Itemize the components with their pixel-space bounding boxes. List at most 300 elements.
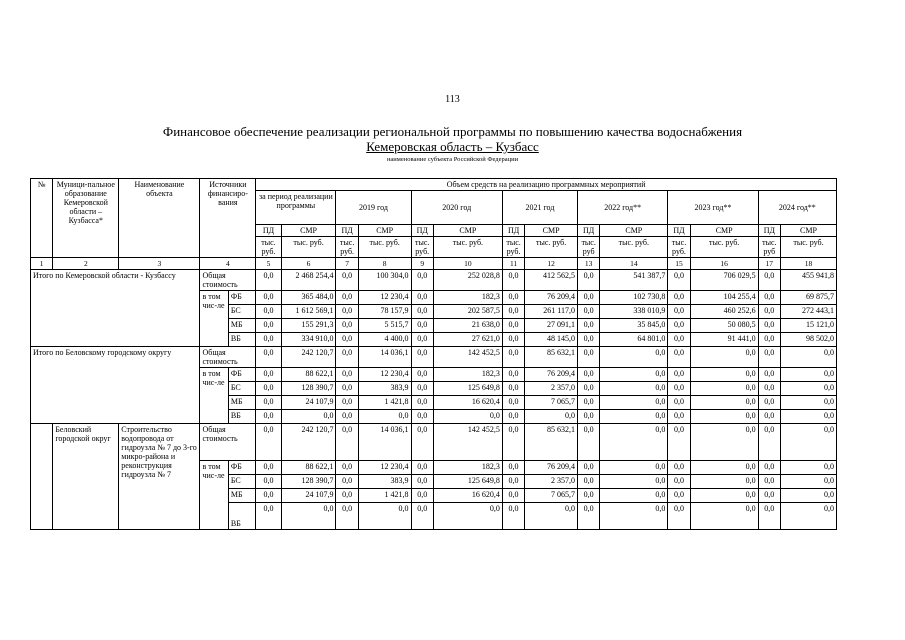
value-cell: 0,0	[577, 461, 599, 475]
value-cell: 0,0	[502, 382, 524, 396]
source-vb-label: ВБ	[228, 333, 255, 347]
value-cell: 0,0	[411, 305, 433, 319]
value-cell: 0,0	[336, 333, 358, 347]
value-cell: 0,0	[577, 424, 599, 461]
source-incl-label: в том чис-ле	[200, 461, 228, 530]
header-unit-pd: тыс. руб.	[411, 237, 433, 258]
value-cell: 0,0	[336, 410, 358, 424]
value-cell: 0,0	[411, 424, 433, 461]
value-cell: 0,0	[502, 461, 524, 475]
header-smr: СМР	[525, 225, 578, 237]
header-smr: СМР	[780, 225, 836, 237]
object-cell: Строительство водопровода от гидроузла № 7 до 3-го микро-района и реконструкция гидроузла № 7	[119, 424, 200, 530]
source-incl-label: в том чис-ле	[200, 368, 228, 424]
column-number-cell: 2	[53, 258, 119, 270]
value-cell: 0,0	[690, 503, 758, 530]
value-cell: 0,0	[780, 347, 836, 368]
header-row-1	[31, 179, 837, 191]
header-unit-pd: тыс. руб.	[502, 237, 524, 258]
column-number-cell: 8	[358, 258, 411, 270]
value-cell: 252 028,8	[433, 270, 502, 291]
value-cell: 242 120,7	[281, 424, 336, 461]
source-bs-label: БС	[228, 305, 255, 319]
value-cell: 0,0	[411, 291, 433, 305]
value-cell: 0,0	[411, 461, 433, 475]
value-cell: 0,0	[668, 489, 690, 503]
value-cell: 0,0	[577, 270, 599, 291]
value-cell: 0,0	[336, 347, 358, 368]
header-unit-smr: тыс. руб.	[690, 237, 758, 258]
value-cell: 0,0	[411, 410, 433, 424]
value-cell: 0,0	[256, 347, 281, 368]
value-cell: 0,0	[411, 503, 433, 530]
source-total-label: Общая стоимость	[200, 424, 256, 461]
header-object: Наименование объекта	[119, 179, 200, 258]
header-unit-pd: тыс. руб.	[256, 237, 281, 258]
value-cell: 0,0	[758, 424, 780, 461]
value-cell: 0,0	[780, 410, 836, 424]
column-number-cell: 7	[336, 258, 358, 270]
value-cell: 64 801,0	[600, 333, 668, 347]
value-cell: 0,0	[758, 291, 780, 305]
value-cell: 0,0	[690, 424, 758, 461]
value-cell: 0,0	[668, 347, 690, 368]
value-cell: 0,0	[600, 424, 668, 461]
value-cell: 0,0	[502, 333, 524, 347]
header-unit-pd: тыс. руб	[758, 237, 780, 258]
value-cell: 0,0	[336, 489, 358, 503]
value-cell: 0,0	[256, 382, 281, 396]
value-cell: 706 029,5	[690, 270, 758, 291]
value-cell: 0,0	[577, 503, 599, 530]
value-cell: 0,0	[256, 503, 281, 530]
header-unit-smr: тыс. руб.	[358, 237, 411, 258]
value-cell: 0,0	[358, 410, 411, 424]
value-cell: 7 065,7	[525, 396, 578, 410]
value-cell: 0,0	[525, 410, 578, 424]
value-cell: 0,0	[690, 475, 758, 489]
value-cell: 24 107,9	[281, 396, 336, 410]
value-cell: 182,3	[433, 291, 502, 305]
column-number-cell: 14	[600, 258, 668, 270]
value-cell: 0,0	[336, 396, 358, 410]
value-cell: 104 255,4	[690, 291, 758, 305]
header-pd: ПД	[668, 225, 690, 237]
header-smr: СМР	[358, 225, 411, 237]
value-cell: 0,0	[780, 461, 836, 475]
subject-name: Кемеровская область – Кузбасс	[366, 139, 539, 154]
value-cell: 0,0	[600, 382, 668, 396]
value-cell: 1 612 569,1	[281, 305, 336, 319]
value-cell: 0,0	[758, 461, 780, 475]
column-number-cell: 10	[433, 258, 502, 270]
value-cell: 242 120,7	[281, 347, 336, 368]
value-cell: 0,0	[600, 347, 668, 368]
column-number-cell: 9	[411, 258, 433, 270]
source-mb-label: МБ	[228, 396, 255, 410]
value-cell: 16 620,4	[433, 396, 502, 410]
value-cell: 0,0	[577, 305, 599, 319]
value-cell: 365 484,0	[281, 291, 336, 305]
value-cell: 0,0	[281, 410, 336, 424]
value-cell: 27 091,1	[525, 319, 578, 333]
value-cell: 0,0	[502, 396, 524, 410]
value-cell: 0,0	[336, 461, 358, 475]
value-cell: 0,0	[502, 368, 524, 382]
value-cell: 69 875,7	[780, 291, 836, 305]
value-cell: 0,0	[758, 319, 780, 333]
column-number-cell: 3	[119, 258, 200, 270]
source-fb-label: ФБ	[228, 291, 255, 305]
value-cell: 0,0	[577, 489, 599, 503]
table-row	[31, 347, 837, 368]
value-cell: 0,0	[758, 475, 780, 489]
value-cell: 383,9	[358, 475, 411, 489]
value-cell: 0,0	[577, 382, 599, 396]
value-cell: 338 010,9	[600, 305, 668, 319]
value-cell: 85 632,1	[525, 347, 578, 368]
value-cell: 88 622,1	[281, 368, 336, 382]
value-cell: 0,0	[336, 382, 358, 396]
value-cell: 0,0	[256, 333, 281, 347]
value-cell: 0,0	[668, 396, 690, 410]
column-number-cell: 1	[31, 258, 53, 270]
header-pd: ПД	[577, 225, 599, 237]
value-cell: 0,0	[758, 503, 780, 530]
value-cell: 14 036,1	[358, 424, 411, 461]
value-cell: 0,0	[690, 368, 758, 382]
column-numbers-row	[31, 258, 837, 270]
header-smr: СМР	[600, 225, 668, 237]
group-title: Итого по Кемеровской области - Кузбассу	[31, 270, 200, 347]
value-cell: 0,0	[411, 333, 433, 347]
value-cell: 0,0	[525, 503, 578, 530]
value-cell: 0,0	[780, 489, 836, 503]
value-cell: 7 065,7	[525, 489, 578, 503]
value-cell: 0,0	[577, 475, 599, 489]
subject-note: наименование субъекта Российской Федерации	[386, 156, 519, 163]
header-unit-pd: тыс. руб.	[336, 237, 358, 258]
value-cell: 12 230,4	[358, 461, 411, 475]
financing-table	[30, 178, 837, 530]
value-cell: 0,0	[668, 270, 690, 291]
value-cell: 12 230,4	[358, 368, 411, 382]
value-cell: 541 387,7	[600, 270, 668, 291]
value-cell: 272 443,1	[780, 305, 836, 319]
value-cell: 0,0	[336, 503, 358, 530]
value-cell: 50 080,5	[690, 319, 758, 333]
source-fb-label: ФБ	[228, 368, 255, 382]
value-cell: 0,0	[668, 382, 690, 396]
page-number: 113	[445, 94, 460, 105]
header-smr: СМР	[690, 225, 758, 237]
value-cell: 0,0	[336, 319, 358, 333]
source-mb-label: МБ	[228, 489, 255, 503]
value-cell: 383,9	[358, 382, 411, 396]
header-unit-pd: тыс. руб	[577, 237, 599, 258]
value-cell: 128 390,7	[281, 475, 336, 489]
header-pd: ПД	[336, 225, 358, 237]
value-cell: 0,0	[256, 368, 281, 382]
value-cell: 0,0	[690, 461, 758, 475]
value-cell: 0,0	[780, 368, 836, 382]
value-cell: 0,0	[690, 410, 758, 424]
header-pd: ПД	[256, 225, 281, 237]
value-cell: 0,0	[256, 410, 281, 424]
value-cell: 0,0	[336, 291, 358, 305]
column-number-cell: 5	[256, 258, 281, 270]
value-cell: 155 291,3	[281, 319, 336, 333]
value-cell: 0,0	[758, 347, 780, 368]
value-cell: 0,0	[758, 305, 780, 319]
value-cell: 0,0	[577, 368, 599, 382]
value-cell: 0,0	[600, 368, 668, 382]
column-number-cell: 17	[758, 258, 780, 270]
value-cell: 0,0	[668, 424, 690, 461]
value-cell: 91 441,0	[690, 333, 758, 347]
header-period: за период реализации программы	[256, 191, 336, 225]
header-unit-pd: тыс. руб.	[668, 237, 690, 258]
value-cell: 0,0	[690, 396, 758, 410]
value-cell: 202 587,5	[433, 305, 502, 319]
value-cell: 0,0	[758, 333, 780, 347]
value-cell: 0,0	[668, 291, 690, 305]
value-cell: 102 730,8	[600, 291, 668, 305]
value-cell: 0,0	[600, 396, 668, 410]
header-year-2023: 2023 год**	[668, 191, 758, 225]
value-cell: 0,0	[433, 503, 502, 530]
value-cell: 142 452,5	[433, 347, 502, 368]
value-cell: 12 230,4	[358, 291, 411, 305]
value-cell: 0,0	[256, 319, 281, 333]
value-cell: 0,0	[780, 396, 836, 410]
header-volume: Объем средств на реализацию программных мероприятий	[256, 179, 837, 191]
value-cell: 0,0	[758, 410, 780, 424]
value-cell: 0,0	[668, 475, 690, 489]
value-cell: 0,0	[411, 368, 433, 382]
header-year-2022: 2022 год**	[577, 191, 667, 225]
source-total-label: Общая стоимость	[200, 347, 256, 368]
header-unit-smr: тыс. руб.	[281, 237, 336, 258]
value-cell: 182,3	[433, 461, 502, 475]
value-cell: 0,0	[256, 396, 281, 410]
value-cell: 24 107,9	[281, 489, 336, 503]
value-cell: 0,0	[281, 503, 336, 530]
value-cell: 2 357,0	[525, 475, 578, 489]
value-cell: 334 910,0	[281, 333, 336, 347]
value-cell: 261 117,0	[525, 305, 578, 319]
source-bs-label: БС	[228, 382, 255, 396]
column-number-cell: 12	[525, 258, 578, 270]
municipality-cell: Беловский городской округ	[53, 424, 119, 530]
value-cell: 0,0	[336, 305, 358, 319]
value-cell: 0,0	[411, 319, 433, 333]
value-cell: 0,0	[577, 291, 599, 305]
value-cell: 0,0	[780, 475, 836, 489]
value-cell: 142 452,5	[433, 424, 502, 461]
value-cell: 0,0	[411, 382, 433, 396]
header-smr: СМР	[433, 225, 502, 237]
value-cell: 0,0	[577, 333, 599, 347]
row-num-cell	[31, 424, 53, 530]
column-number-cell: 13	[577, 258, 599, 270]
source-bs-label: БС	[228, 475, 255, 489]
column-number-cell: 16	[690, 258, 758, 270]
value-cell: 1 421,8	[358, 396, 411, 410]
value-cell: 0,0	[502, 410, 524, 424]
value-cell: 100 304,0	[358, 270, 411, 291]
value-cell: 76 209,4	[525, 291, 578, 305]
value-cell: 35 845,0	[600, 319, 668, 333]
value-cell: 0,0	[256, 305, 281, 319]
value-cell: 0,0	[690, 382, 758, 396]
value-cell: 0,0	[600, 475, 668, 489]
value-cell: 0,0	[411, 270, 433, 291]
value-cell: 0,0	[433, 410, 502, 424]
header-source: Источники финансиро-вания	[200, 179, 256, 258]
header-unit-smr: тыс. руб.	[433, 237, 502, 258]
value-cell: 0,0	[577, 396, 599, 410]
header-pd: ПД	[411, 225, 433, 237]
value-cell: 125 649,8	[433, 382, 502, 396]
header-municipality: Муници-пальное образование Кемеровской области – Кузбасса*	[53, 179, 119, 258]
value-cell: 0,0	[336, 475, 358, 489]
value-cell: 0,0	[256, 461, 281, 475]
value-cell: 0,0	[758, 396, 780, 410]
value-cell: 78 157,9	[358, 305, 411, 319]
value-cell: 0,0	[668, 305, 690, 319]
document-title: Финансовое обеспечение реализации региональной программы по повышению качества водоснабжения	[162, 124, 743, 139]
value-cell: 412 562,5	[525, 270, 578, 291]
value-cell: 48 145,0	[525, 333, 578, 347]
value-cell: 0,0	[690, 347, 758, 368]
value-cell: 4 400,0	[358, 333, 411, 347]
column-number-cell: 6	[281, 258, 336, 270]
column-number-cell: 15	[668, 258, 690, 270]
value-cell: 0,0	[577, 347, 599, 368]
value-cell: 0,0	[758, 368, 780, 382]
group-title: Итого по Беловскому городскому округу	[31, 347, 200, 424]
value-cell: 0,0	[668, 319, 690, 333]
source-vb-label: ВБ	[228, 410, 255, 424]
value-cell: 0,0	[668, 410, 690, 424]
value-cell: 0,0	[336, 270, 358, 291]
value-cell: 0,0	[256, 489, 281, 503]
header-unit-smr: тыс. руб.	[525, 237, 578, 258]
value-cell: 0,0	[502, 424, 524, 461]
header-year-2020: 2020 год	[411, 191, 502, 225]
value-cell: 76 209,4	[525, 368, 578, 382]
value-cell: 128 390,7	[281, 382, 336, 396]
value-cell: 0,0	[411, 396, 433, 410]
value-cell: 0,0	[780, 382, 836, 396]
value-cell: 15 121,0	[780, 319, 836, 333]
value-cell: 0,0	[600, 489, 668, 503]
source-mb-label: МБ	[228, 319, 255, 333]
value-cell: 0,0	[256, 424, 281, 461]
value-cell: 455 941,8	[780, 270, 836, 291]
value-cell: 16 620,4	[433, 489, 502, 503]
source-total-label: Общая стоимость	[200, 270, 256, 291]
value-cell: 21 638,0	[433, 319, 502, 333]
value-cell: 0,0	[502, 319, 524, 333]
table-row	[31, 424, 837, 461]
value-cell: 0,0	[256, 475, 281, 489]
value-cell: 0,0	[411, 347, 433, 368]
source-fb-label: ФБ	[228, 461, 255, 475]
value-cell: 85 632,1	[525, 424, 578, 461]
value-cell: 1 421,8	[358, 489, 411, 503]
value-cell: 0,0	[668, 368, 690, 382]
value-cell: 2 468 254,4	[281, 270, 336, 291]
value-cell: 460 252,6	[690, 305, 758, 319]
source-vb-label: ВБ	[228, 503, 255, 530]
header-year-2024: 2024 год**	[758, 191, 836, 225]
value-cell: 0,0	[668, 461, 690, 475]
value-cell: 0,0	[502, 270, 524, 291]
value-cell: 0,0	[668, 503, 690, 530]
value-cell: 182,3	[433, 368, 502, 382]
value-cell: 0,0	[758, 489, 780, 503]
value-cell: 0,0	[336, 368, 358, 382]
value-cell: 0,0	[502, 347, 524, 368]
value-cell: 0,0	[758, 382, 780, 396]
column-number-cell: 18	[780, 258, 836, 270]
value-cell: 0,0	[336, 424, 358, 461]
header-year-2019: 2019 год	[336, 191, 411, 225]
value-cell: 0,0	[502, 475, 524, 489]
header-unit-smr: тыс. руб.	[780, 237, 836, 258]
header-num: №	[31, 179, 53, 258]
value-cell: 0,0	[358, 503, 411, 530]
value-cell: 0,0	[758, 270, 780, 291]
value-cell: 0,0	[502, 291, 524, 305]
value-cell: 2 357,0	[525, 382, 578, 396]
value-cell: 0,0	[256, 291, 281, 305]
table-row	[31, 270, 837, 291]
value-cell: 14 036,1	[358, 347, 411, 368]
value-cell: 0,0	[780, 503, 836, 530]
value-cell: 0,0	[668, 333, 690, 347]
value-cell: 0,0	[600, 410, 668, 424]
value-cell: 0,0	[600, 503, 668, 530]
value-cell: 0,0	[502, 503, 524, 530]
value-cell: 98 502,0	[780, 333, 836, 347]
value-cell: 76 209,4	[525, 461, 578, 475]
header-year-2021: 2021 год	[502, 191, 577, 225]
value-cell: 27 621,0	[433, 333, 502, 347]
value-cell: 5 515,7	[358, 319, 411, 333]
value-cell: 125 649,8	[433, 475, 502, 489]
header-unit-smr: тыс. руб.	[600, 237, 668, 258]
value-cell: 0,0	[411, 489, 433, 503]
value-cell: 0,0	[502, 489, 524, 503]
column-number-cell: 4	[200, 258, 256, 270]
header-smr: СМР	[281, 225, 336, 237]
column-number-cell: 11	[502, 258, 524, 270]
value-cell: 0,0	[600, 461, 668, 475]
value-cell: 0,0	[780, 424, 836, 461]
header-pd: ПД	[758, 225, 780, 237]
value-cell: 0,0	[411, 475, 433, 489]
value-cell: 88 622,1	[281, 461, 336, 475]
value-cell: 0,0	[577, 319, 599, 333]
header-pd: ПД	[502, 225, 524, 237]
value-cell: 0,0	[502, 305, 524, 319]
value-cell: 0,0	[577, 410, 599, 424]
value-cell: 0,0	[256, 270, 281, 291]
value-cell: 0,0	[690, 489, 758, 503]
